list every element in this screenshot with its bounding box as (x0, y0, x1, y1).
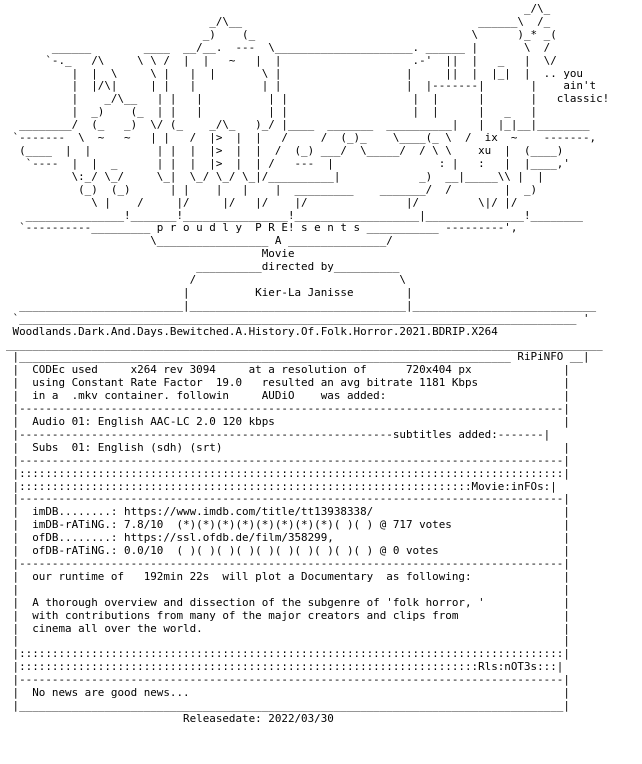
nfo-line: |-----------------------------------------------------------------------------------| (6, 402, 570, 416)
nfo-line: |-----------------------------------------------------------------------------------| (6, 556, 570, 570)
nfo-line: _/\_ (6, 2, 551, 15)
nfo-line: | cinema all over the world. | (6, 621, 570, 635)
nfo-line: _) (_ \ )_* _( (6, 27, 557, 41)
nfo-line: | in a .mkv container. followin AUDiO was added: | (6, 389, 570, 403)
nfo-line: Movie (6, 247, 295, 261)
nfo-line: `_____________________________________________________________________________________ ' (6, 311, 590, 325)
nfo-line: __________directed by__________ (6, 260, 400, 274)
nfo-line: _________________________|_________________________________|____________________________ (6, 298, 597, 312)
nfo-line: (____ | | | | | |> | | / (_) ___/ \_____/ / \ \ xu | (____) (6, 143, 564, 157)
nfo-line: |___________________________________________________________________________________| (6, 698, 570, 712)
nfo-line: |-----------------------------------------------------------------------------------| (6, 492, 570, 506)
nfo-line: (_) (_) | | | | | _________ _______/ / | _) (6, 182, 538, 196)
nfo-line: `---- | | _ | | | |> | | / --- | : | : | |____,' (6, 156, 570, 170)
nfo-line: Releasedate: 2022/03/30 (6, 711, 334, 725)
nfo-line: `----------_________ p r o u d l y P R E! s e n t s ___________ ---------', (6, 221, 518, 235)
nfo-line: \ | / |/ |/ |/ |/ |/ \|/ |/ (6, 195, 518, 209)
nfo-line: | _/\__ | | | | | | | | | classic! (6, 92, 610, 106)
nfo-line: | imDB........: https://www.imdb.com/title/tt13938338/ | (6, 505, 570, 519)
nfo-line: |---------------------------------------------------------subtitles added:-------| (6, 427, 551, 441)
nfo-line: | |/\| | | | | | | |-------| | ain't (6, 79, 597, 93)
nfo-line: |-----------------------------------------------------------------------------------| (6, 673, 570, 687)
nfo-line: ________/ (_ _) \/ (_ _/\_ )_/ |____ _______ __________| | |_|__|________ (6, 118, 590, 132)
nfo-line: |___________________________________________________________________________ RiPiNFO __| (6, 350, 590, 364)
nfo-line: | ofDB........: https://ssl.ofdb.de/film/358299, | (6, 531, 570, 545)
nfo-line: | using Constant Rate Factor 19.0 resulted an avg bitrate 1181 Kbps | (6, 376, 570, 390)
nfo-line: |:::::::::::::::::::::::::::::::::::::::::::::::::::::::::::::::::::::::::::::::::::| (6, 647, 570, 661)
nfo-line: |::::::::::::::::::::::::::::::::::::::::::::::::::::::::::::::::::::::Rls:nOT3s:::| (6, 660, 564, 674)
nfo-line: _______________!_______!________________!___________________|_______________!________ (6, 208, 583, 222)
nfo-line: `-._ /\ \ \ / | | ~ | | .-' || | _ | \/ (6, 53, 564, 67)
nfo-line: | | \ \ | | | \ | | || | |_| | .. you (6, 66, 583, 80)
nfo-line: | imDB-rATiNG.: 7.8/10 (*)(*)(*)(*)(*)(*)(*)(*)( )( ) @ 717 votes | (6, 518, 570, 532)
nfo-line: \_________________ A _______________/ (6, 234, 393, 248)
nfo-line: | CODEc used x264 rev 3094 at a resolution of 720x404 px | (6, 363, 570, 377)
nfo-line: ______ ____ __/__. --- \_____________________. ______ | \ / (6, 40, 557, 54)
nfo-line: Woodlands.Dark.And.Days.Bewitched.A.History.Of.Folk.Horror.2021.BDRIP.X264 (6, 324, 498, 338)
nfo-line: | with contributions from many of the major creators and clips from | (6, 608, 570, 622)
nfo-line: | ofDB-rATiNG.: 0.0/10 ( )( )( )( )( )( )( )( )( )( ) @ 0 votes | (6, 544, 570, 558)
nfo-line: |-----------------------------------------------------------------------------------| (6, 453, 570, 467)
nfo-line: `------- \ ~ ~ | | / |> | | / / (_)_ \____(_ \ / ix ~ -------, (6, 131, 597, 145)
nfo-line: | No news are good news... | (6, 686, 570, 700)
nfo-line: | our runtime of 192min 22s will plot a Documentary as following: | (6, 569, 570, 583)
nfo-line: | _) (_ | | | | | | | | _ | (6, 105, 538, 119)
nfo-line: | | (6, 634, 570, 648)
nfo-line: | Audio 01: English AAC-LC 2.0 120 kbps | (6, 415, 570, 428)
nfo-line: | | (6, 582, 570, 596)
nfo-line: ___________________________________________________________________________________________ (6, 337, 603, 351)
nfo-line: / \ (6, 273, 406, 287)
nfo-line: _/\__ ______\ /_ (6, 14, 557, 28)
nfo-line: | Kier-La Janisse | (6, 285, 413, 299)
nfo-line: | A thorough overview and dissection of the subgenre of 'folk horror, ' | (6, 595, 570, 609)
nfo-line: |:::::::::::::::::::::::::::::::::::::::::::::::::::::::::::::::::::::Movie:inFOs:| (6, 479, 557, 493)
nfo-line: | Subs 01: English (sdh) (srt) | (6, 440, 570, 454)
nfo-line: |:::::::::::::::::::::::::::::::::::::::::::::::::::::::::::::::::::::::::::::::::::| (6, 466, 570, 480)
nfo-line: \:_/ \_/ \_| \_/ \_/ \_|/__________| _) __|_____\\ | | (6, 169, 544, 183)
